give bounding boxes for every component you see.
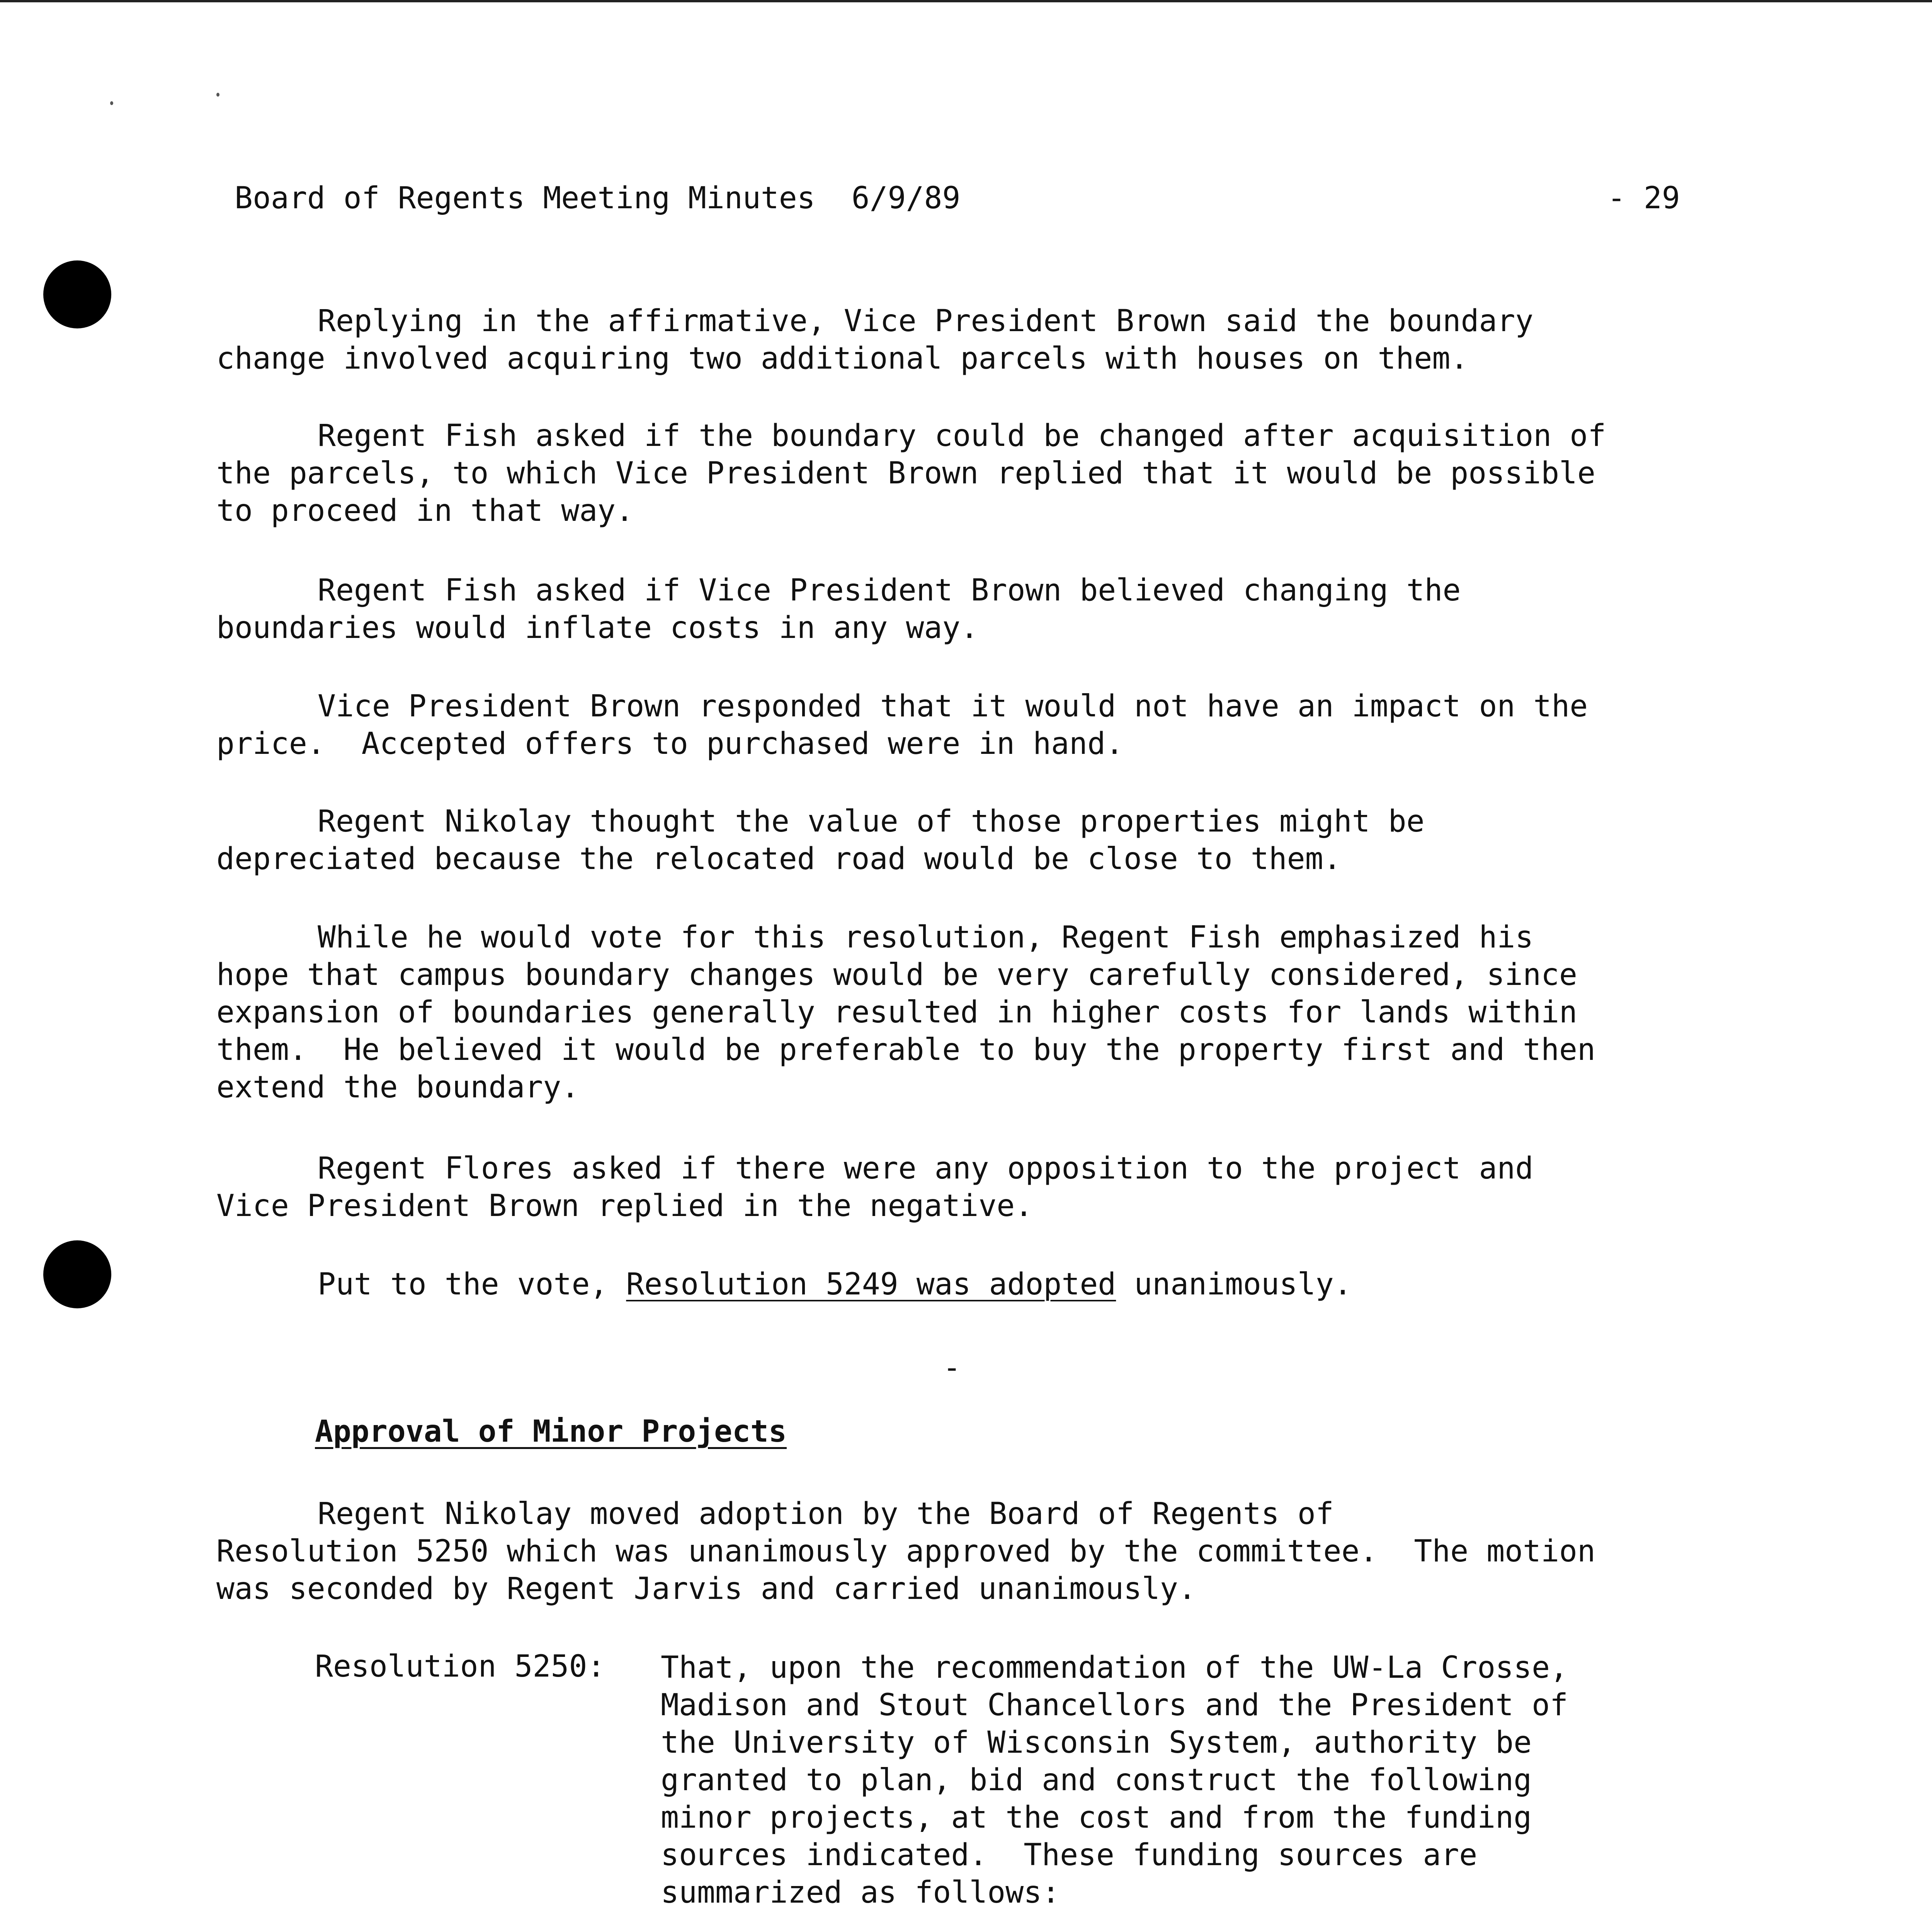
vote-suffix: unanimously.: [1116, 1267, 1352, 1302]
paragraph-line: Vice President Brown responded that it would not have an impact on the: [318, 689, 1588, 724]
section-heading: Approval of Minor Projects: [315, 1414, 787, 1449]
paragraph-line: Vice President Brown replied in the negative.: [216, 1189, 1033, 1223]
vote-prefix: Put to the vote,: [318, 1267, 626, 1302]
paragraph-line: was seconded by Regent Jarvis and carried unanimously.: [216, 1571, 1196, 1606]
paragraph-line: boundaries would inflate costs in any way.: [216, 611, 979, 645]
paragraph-line: the parcels, to which Vice President Brown replied that it would be possible: [216, 456, 1595, 491]
resolution-line: That, upon the recommendation of the UW-La Crosse,: [661, 1650, 1568, 1685]
paragraph-line: While he would vote for this resolution, Regent Fish emphasized his: [318, 920, 1534, 955]
paragraph-line: Regent Flores asked if there were any opposition to the project and: [318, 1151, 1534, 1186]
section-divider: -: [943, 1350, 961, 1385]
paragraph-line: change involved acquiring two additional parcels with houses on them.: [216, 341, 1469, 376]
paragraph-line: hope that campus boundary changes would be very carefully considered, since: [216, 957, 1577, 992]
page-number: - 29: [1607, 181, 1680, 216]
paragraph-line: them. He believed it would be preferable to buy the property first and then: [216, 1032, 1595, 1067]
paragraph-line: price. Accepted offers to purchased were in hand.: [216, 726, 1124, 761]
resolution-line: sources indicated. These funding sources are: [661, 1838, 1478, 1872]
header-title: Board of Regents Meeting Minutes 6/9/89: [235, 181, 961, 216]
resolution-line: granted to plan, bid and construct the following: [661, 1763, 1532, 1798]
paragraph-line: to proceed in that way.: [216, 493, 634, 528]
resolution-line: summarized as follows:: [661, 1875, 1060, 1910]
paragraph-line: Regent Fish asked if Vice President Brown believed changing the: [318, 573, 1461, 608]
paragraph-line: Regent Nikolay moved adoption by the Board of Regents of: [318, 1497, 1334, 1531]
resolution-label: Resolution 5250:: [315, 1649, 605, 1684]
resolution-line: the University of Wisconsin System, authority be: [661, 1725, 1532, 1760]
paragraph-line: Replying in the affirmative, Vice President Brown said the boundary: [318, 304, 1534, 338]
paragraph-line: Regent Nikolay thought the value of those properties might be: [318, 804, 1425, 839]
resolution-5249-adopted: Resolution 5249 was adopted: [626, 1267, 1116, 1302]
resolution-line: Madison and Stout Chancellors and the President of: [661, 1688, 1568, 1723]
paragraph-line: depreciated because the relocated road would be close to them.: [216, 842, 1342, 876]
resolution-line: minor projects, at the cost and from the funding: [661, 1800, 1532, 1835]
paragraph-line: extend the boundary.: [216, 1070, 580, 1105]
paragraph-line: Resolution 5250 which was unanimously approved by the committee. The motion: [216, 1534, 1595, 1569]
paragraph-line: Regent Fish asked if the boundary could be changed after acquisition of: [318, 418, 1606, 453]
paragraph-line: expansion of boundaries generally resulted in higher costs for lands within: [216, 995, 1577, 1030]
